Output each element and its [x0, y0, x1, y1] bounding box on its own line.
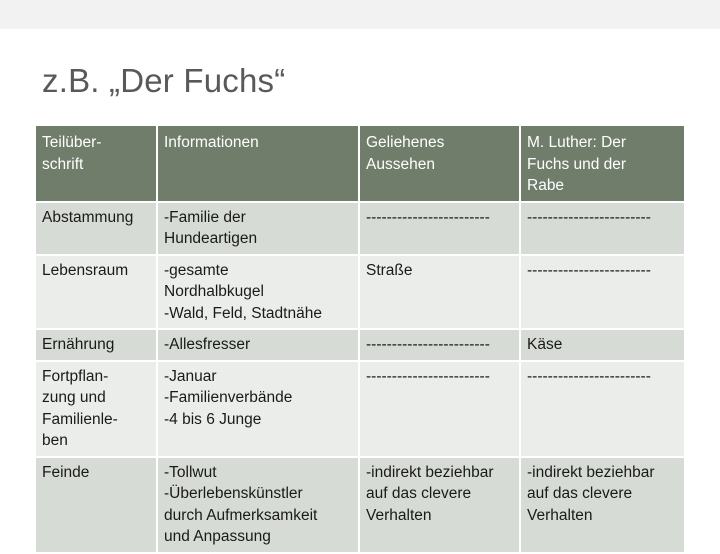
table-cell: Ernährung: [36, 330, 158, 362]
header-cell: M. Luther: Der Fuchs und der Rabe: [521, 126, 684, 203]
table-cell: -Familie der Hundeartigen: [158, 203, 360, 256]
slide-title: z.B. „Der Fuchs“: [42, 62, 286, 99]
table-cell: ------------------------: [360, 330, 521, 362]
table-row: [36, 256, 684, 331]
table-cell: -indirekt beziehbar auf das clevere Verhalten: [521, 458, 684, 554]
table-row: [36, 203, 684, 256]
table-cell: Käse: [521, 330, 684, 362]
header-cell: Teilüber- schrift: [36, 126, 158, 203]
table-cell: Abstammung: [36, 203, 158, 256]
table-cell: -gesamte Nordhalbkugel -Wald, Feld, Stadtnähe: [158, 256, 360, 331]
table-cell: -Januar -Familienverbände -4 bis 6 Junge: [158, 362, 360, 458]
table-cell: ------------------------: [360, 362, 521, 458]
table-cell: ------------------------: [360, 203, 521, 256]
table-row: [36, 458, 684, 554]
table-cell: -Tollwut -Überlebenskünstler durch Aufmerksamkeit und Anpassung: [158, 458, 360, 554]
top-band: [0, 0, 720, 29]
table-row: [36, 330, 684, 362]
fox-table: [36, 126, 684, 554]
table-cell: ------------------------: [521, 256, 684, 331]
table-header-row: [36, 126, 684, 203]
table-cell: ------------------------: [521, 362, 684, 458]
table-cell: Lebensraum: [36, 256, 158, 331]
table-cell: ------------------------: [521, 203, 684, 256]
header-cell: Geliehenes Aussehen: [360, 126, 521, 203]
table-cell: Feinde: [36, 458, 158, 554]
header-cell: Informationen: [158, 126, 360, 203]
table-cell: Fortpflan- zung und Familienle- ben: [36, 362, 158, 458]
table-cell: Straße: [360, 256, 521, 331]
table-cell: -Allesfresser: [158, 330, 360, 362]
table-cell: -indirekt beziehbar auf das clevere Verhalten: [360, 458, 521, 554]
table-row: [36, 362, 684, 458]
